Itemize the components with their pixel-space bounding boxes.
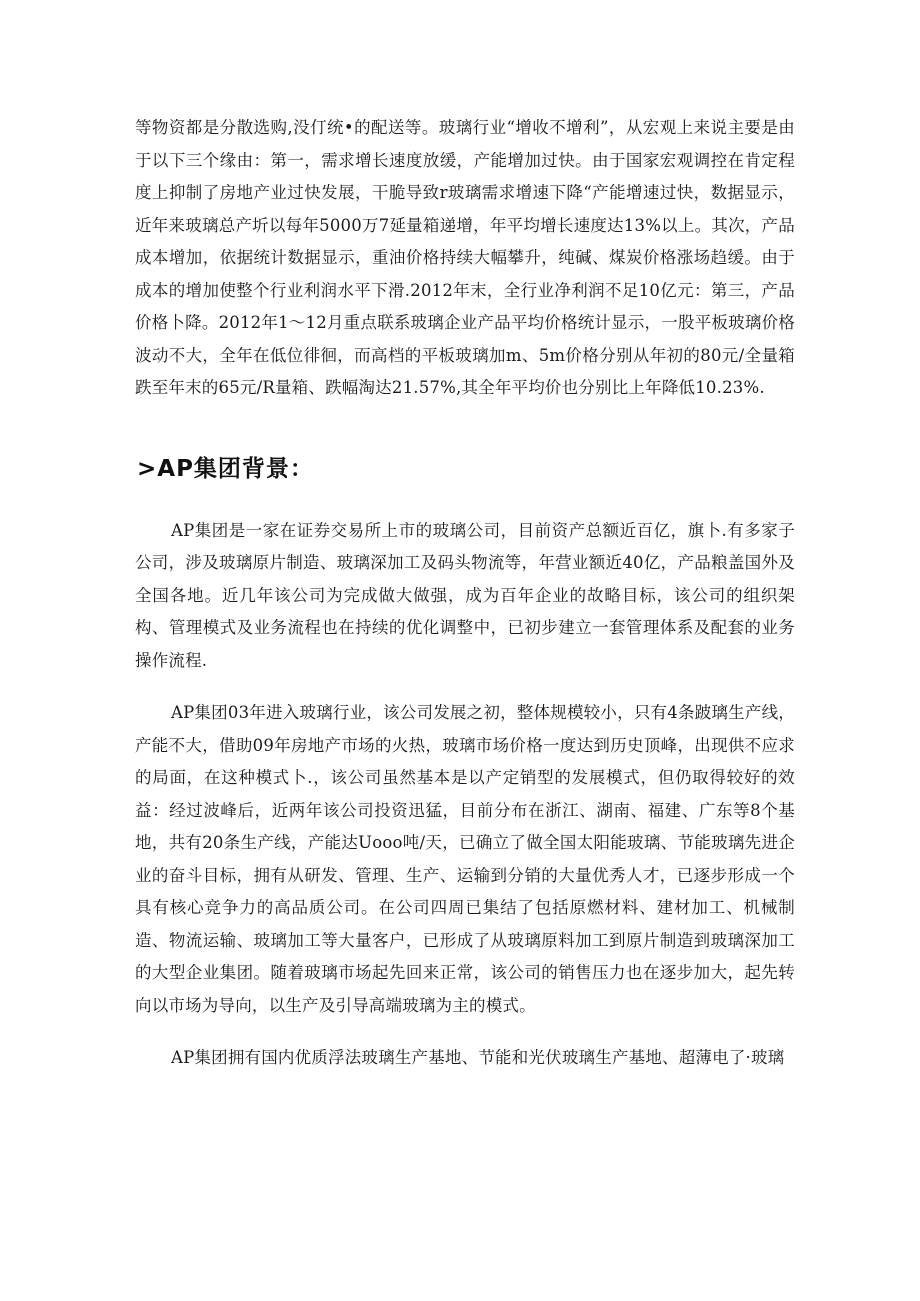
paragraph-spacer xyxy=(135,1022,795,1042)
paragraph-company-history: AP集团03年进入玻璃行业，该公司发展之初，整体规模较小，只有4条跛璃生产线，产能不大，借助09年房地产市场的火热，玻璃市场价格一度达到历史顶峰，出现供不应求的局面，在这种模式卜.，该公司虽然基本是以产定销型的发展模式，但仍取得较好的效益：经过波峰后，近两年该公司投资迅猛，目前分布在浙江、湖南、福建、广东等8个基地，共有20条生产线，产能达Uooo吨/天，已确立了做全国太阳能玻璃、节能玻璃先进企业的奋斗目标，拥有从研发、管理、生产、运输到分销的大量优秀人才，已逐步形成一个具有核心竞争力的高品质公司。在公司四周已集结了包括原燃材料、建材加工、机械制造、物流运输、玻璃加工等大量客户，已形成了从玻璃原料加工到原片制造到玻璃深加工的大型企业集团。随着玻璃市场起先回来正常，该公司的销售压力也在逐步加大，起先转向以市场为导向，以生产及引导高端玻璃为主的模式。 xyxy=(135,703,795,1015)
paragraph-spacer xyxy=(135,677,795,697)
section-heading-ap-background: >AP集团背景： xyxy=(137,455,314,482)
paragraph-company-overview: AP集团是一家在证券交易所上市的玻璃公司，目前资产总额近百亿，旗卜.有多家子公司，涉及玻璃原片制造、玻璃深加工及码头物流等，年营业额近40亿，产品粮盖国外及全国各地。近几年该公司为完成做大做强，成为百年企业的故略目标，该公司的组织架构、管理模式及业务流程也在持续的优化调整中，已初步建立一套管理体系及配套的业务操作流程. xyxy=(135,520,795,670)
paragraph-industry-analysis: 等物资都是分散选购,没仃统•的配送等。玻璃行业“增收不增利”，从宏观上来说主要是由于以下三个缘由：第一，需求增长速度放缓，产能增加过快。由于国家宏观调控在肯定程度上抑制了房地产业过快发展，干脆导致r玻璃需求增速下降“产能增速过快，数据显示，近年来玻璃总产圻以每年5000万7延量箱递增，年平均增长速度达13%以上。其次，产品成本增加，依据统计数据显示，重油价格持续大幅攀升，纯碱、煤炭价格涨场趋缓。由于成本的增加使整个行业利润水平下滑.2012年末，全行业净利润不足10亿元：第三，产品价格卜降。2012年1〜12月重点联系玻璃企业产品平均价格统计显示，一股平板玻璃价格波动不大，全年在低位徘徊，而高档的平板玻璃加m、5m价格分别从年初的80元/全量箱跌至年末的65元/R量箱、跌幅淘达21.57%,其全年平均价也分别比上年降低10.23%. xyxy=(135,118,795,397)
paragraph-production-bases: AP集团拥有国内优质浮法玻璃生产基地、节能和光伏玻璃生产基地、超薄电了·玻璃 xyxy=(171,1048,785,1067)
document-body xyxy=(135,112,795,1075)
